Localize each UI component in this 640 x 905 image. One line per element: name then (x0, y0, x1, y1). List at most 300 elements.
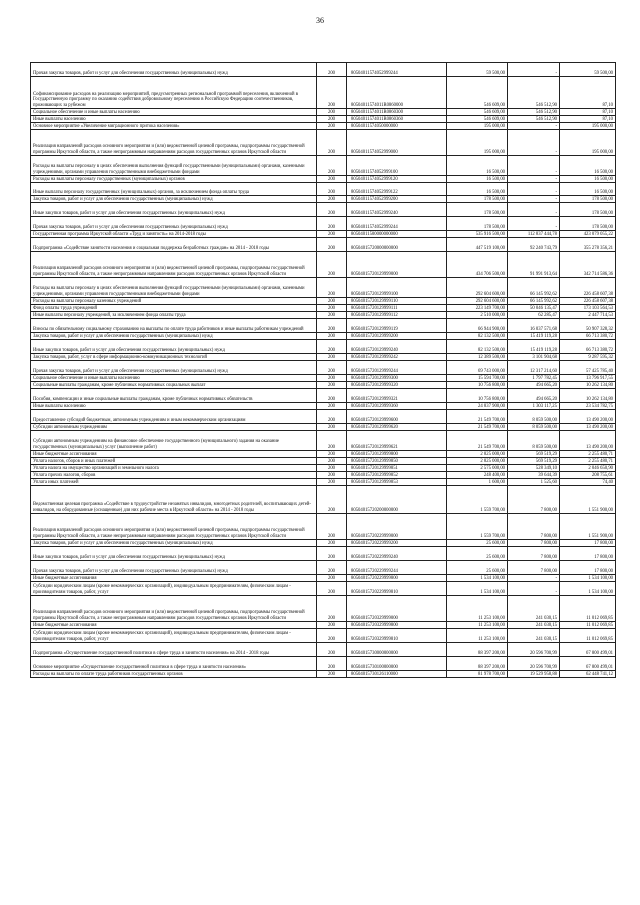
table-row (31, 183, 616, 196)
row-admin-code: 200 (317, 63, 347, 77)
table-row (31, 196, 616, 203)
row-description: Софинансирование расходов на реализацию мероприятий, предусмотренных региональной программой переселения, включенной в Государственную программу по оказанию содействия добровольному переселению в Российскую Федерацию соотечественников, проживающих за рубежом (31, 77, 317, 109)
row-budget-code: 80504015720329999000 (347, 596, 447, 622)
table-row (31, 629, 616, 643)
row-admin-code: 200 (317, 238, 347, 252)
row-admin-code: 200 (317, 123, 347, 130)
row-remaining-amount: 17 800,00 (560, 547, 616, 561)
row-admin-code: 200 (317, 278, 347, 298)
row-budget-code: 80504015720129999853 (347, 479, 447, 486)
row-budget-code: 80504011500000000000 (347, 231, 447, 238)
table-row (31, 458, 616, 465)
row-admin-code: 200 (317, 382, 347, 389)
row-remaining-amount: 342 714 586,36 (560, 252, 616, 278)
row-executed-amount: 7 800,00 (508, 486, 560, 514)
row-planned-amount: 66 944 900,00 (447, 319, 508, 333)
row-planned-amount: 223 149 700,00 (447, 305, 508, 312)
table-row (31, 375, 616, 382)
row-executed-amount: 19 529 958,88 (508, 671, 560, 678)
row-admin-code: 200 (317, 354, 347, 361)
row-description: Основное мероприятие «Увеличение миграционного притока населения» (31, 123, 317, 130)
table-row (31, 252, 616, 278)
row-executed-amount: 241 030,15 (508, 596, 560, 622)
table-row (31, 582, 616, 596)
row-admin-code: 200 (317, 643, 347, 657)
row-admin-code: 200 (317, 403, 347, 410)
row-executed-amount: 1 525,60 (508, 479, 560, 486)
row-executed-amount: 1 797 782,45 (508, 375, 560, 382)
row-planned-amount: 2 510 000,00 (447, 312, 508, 319)
row-remaining-amount: 226 458 607,38 (560, 278, 616, 298)
row-budget-code: 80504015720129999320 (347, 382, 447, 389)
row-admin-code: 200 (317, 77, 347, 109)
row-description: Фонд оплаты труда учреждений (31, 305, 317, 312)
row-description: Подпрограмма «Осуществление государственной политики в сфере труда и занятости населения» на 2014 - 2018 годы (31, 643, 317, 657)
row-planned-amount: 292 604 600,00 (447, 278, 508, 298)
row-budget-code: 80504015720129999000 (347, 252, 447, 278)
row-planned-amount: 16 500,00 (447, 156, 508, 176)
row-remaining-amount: 178 500,00 (560, 217, 616, 231)
row-executed-amount: - (508, 156, 560, 176)
row-description: Иные закупки товаров, работ и услуг для обеспечения государственных (муниципальных) нужд (31, 203, 317, 217)
row-executed-amount: 546 512,90 (508, 109, 560, 116)
row-remaining-amount: 16 500,00 (560, 183, 616, 196)
table-row (31, 540, 616, 547)
row-description: Уплата прочих налогов, сборов (31, 472, 317, 479)
row-description: Иные бюджетные ассигнования (31, 622, 317, 629)
row-executed-amount: - (508, 176, 560, 183)
row-description: Социальные выплаты гражданам, кроме публичных нормативных социальных выплат (31, 382, 317, 389)
table-row (31, 410, 616, 424)
row-budget-code: 80504015720329999810 (347, 629, 447, 643)
row-budget-code: 80504015720229999000 (347, 514, 447, 540)
table-row (31, 561, 616, 575)
row-budget-code: 80504015720229999810 (347, 582, 447, 596)
row-planned-amount: 81 978 700,00 (447, 671, 508, 678)
row-planned-amount: 25 600,00 (447, 547, 508, 561)
table-row (31, 312, 616, 319)
row-budget-code: 80504015720000000000 (347, 238, 447, 252)
row-executed-amount: 16 037 571,68 (508, 319, 560, 333)
row-planned-amount: 546 609,00 (447, 109, 508, 116)
row-planned-amount: 2 825 000,00 (447, 458, 508, 465)
row-remaining-amount: 195 000,00 (560, 123, 616, 130)
row-description: Предоставление субсидий бюджетным, автономным учреждениям и иным некоммерческим организациям (31, 410, 317, 424)
row-executed-amount: - (508, 582, 560, 596)
row-budget-code: 80504011574052999100 (347, 156, 447, 176)
row-budget-code: 80504015720129999621 (347, 431, 447, 451)
row-description: Закупка товаров, работ и услуг для обеспечения государственных (муниципальных) нужд (31, 540, 317, 547)
row-description: Иные бюджетные ассигнования (31, 575, 317, 582)
table-row (31, 354, 616, 361)
row-remaining-amount: 9 287 595,32 (560, 354, 616, 361)
row-admin-code: 200 (317, 472, 347, 479)
row-remaining-amount: 195 000,00 (560, 130, 616, 156)
table-row (31, 472, 616, 479)
row-remaining-amount: 67 800 499,01 (560, 657, 616, 671)
row-budget-code: 80504015720229999200 (347, 540, 447, 547)
row-planned-amount: 21 549 700,00 (447, 410, 508, 424)
row-remaining-amount: 1 534 100,00 (560, 575, 616, 582)
row-admin-code: 200 (317, 340, 347, 354)
row-admin-code: 200 (317, 540, 347, 547)
row-description: Расходы на выплаты персоналу в целях обеспечения выполнения функций государственными (муниципальными) органами, казенными учреждениями, органами управления государственными внебюджетными фондами (31, 156, 317, 176)
row-description: Уплата налогов, сборов и иных платежей (31, 458, 317, 465)
row-planned-amount: 10 756 800,00 (447, 382, 508, 389)
table-row (31, 575, 616, 582)
table-row (31, 643, 616, 657)
row-budget-code: 80504015730100000000 (347, 657, 447, 671)
row-description: Реализация направлений расходов основного мероприятия и (или) ведомственной целевой программы, подпрограммы государственной программы Иркутской области, а также непрограммным направлениям расходов государственных органов Иркутской области (31, 514, 317, 540)
row-budget-code: 80504015720200000000 (347, 486, 447, 514)
row-admin-code: 200 (317, 575, 347, 582)
row-remaining-amount: 16 500,00 (560, 176, 616, 183)
row-description: Субсидии юридическим лицам (кроме некоммерческих организаций), индивидуальным предпринимателям, физическим лицам - производителям товаров, работ, услуг (31, 629, 317, 643)
row-remaining-amount: 17 800,00 (560, 561, 616, 575)
row-admin-code: 200 (317, 252, 347, 278)
row-remaining-amount: 173 103 564,53 (560, 305, 616, 312)
row-admin-code: 200 (317, 156, 347, 176)
row-budget-code: 80504011574052999240 (347, 203, 447, 217)
row-budget-code: 80504015720129999242 (347, 354, 447, 361)
row-executed-amount: 66 145 992,62 (508, 298, 560, 305)
row-admin-code: 200 (317, 375, 347, 382)
table-row (31, 176, 616, 183)
row-planned-amount: 59 500,00 (447, 63, 508, 77)
row-remaining-amount: 2 255 480,71 (560, 458, 616, 465)
table-row (31, 305, 616, 312)
row-budget-code: 80504015720129999300 (347, 375, 447, 382)
row-planned-amount: 88 397 200,00 (447, 657, 508, 671)
row-admin-code: 200 (317, 130, 347, 156)
row-description: Уплата налога на имущество организаций и земельного налога (31, 465, 317, 472)
row-remaining-amount: 2 255 480,71 (560, 451, 616, 458)
row-executed-amount: 39 644,39 (508, 472, 560, 479)
table-row (31, 657, 616, 671)
row-description: Субсидии юридическим лицам (кроме некоммерческих организаций), индивидуальным предпринимателям, физическим лицам - производителям товаров, работ, услуг (31, 582, 317, 596)
row-remaining-amount: 67 800 499,01 (560, 643, 616, 657)
row-executed-amount: 241 030,15 (508, 622, 560, 629)
row-remaining-amount: 10 262 134,80 (560, 382, 616, 389)
row-executed-amount: 7 800,00 (508, 547, 560, 561)
row-admin-code: 200 (317, 547, 347, 561)
row-admin-code: 200 (317, 389, 347, 403)
row-executed-amount: 8 059 500,00 (508, 431, 560, 451)
row-executed-amount: 20 596 700,99 (508, 657, 560, 671)
row-remaining-amount: 2 046 650,90 (560, 465, 616, 472)
row-remaining-amount: 17 800,00 (560, 540, 616, 547)
row-executed-amount: - (508, 130, 560, 156)
row-executed-amount: 546 512,90 (508, 77, 560, 109)
row-budget-code: 80504011574050000000 (347, 123, 447, 130)
row-description: Закупка товаров, работ и услуг для обеспечения государственных (муниципальных) нужд (31, 196, 317, 203)
table-row (31, 622, 616, 629)
row-budget-code: 80504011574052999000 (347, 130, 447, 156)
row-description: Субсидии автономным учреждениям на финансовое обеспечение государственного (муниципального) задания на оказание государственных (муниципальных) услуг (выполнение работ) (31, 431, 317, 451)
table-row (31, 596, 616, 622)
row-executed-amount: 20 596 700,99 (508, 643, 560, 657)
row-planned-amount: 82 132 500,00 (447, 333, 508, 340)
table-row (31, 479, 616, 486)
row-budget-code: 80504015720129999111 (347, 305, 447, 312)
row-remaining-amount: 10 262 134,80 (560, 389, 616, 403)
row-planned-amount: 195 000,00 (447, 130, 508, 156)
table-row (31, 298, 616, 305)
row-planned-amount: 546 609,00 (447, 116, 508, 123)
row-budget-code: 80504015720129999850 (347, 458, 447, 465)
row-admin-code: 200 (317, 109, 347, 116)
row-admin-code: 200 (317, 582, 347, 596)
row-description: Уплата иных платежей (31, 479, 317, 486)
row-planned-amount: 546 609,00 (447, 77, 508, 109)
row-planned-amount: 248 400,00 (447, 472, 508, 479)
table-row (31, 77, 616, 109)
row-description: Прочая закупка товаров, работ и услуг для обеспечения государственных (муниципальных) нужд (31, 63, 317, 77)
row-remaining-amount: 11 012 069,85 (560, 629, 616, 643)
row-description: Расходы на выплаты персоналу государственных (муниципальных) органов (31, 176, 317, 183)
row-budget-code: 80504011574052999244 (347, 63, 447, 77)
row-admin-code: 200 (317, 657, 347, 671)
row-budget-code: 80504015720129999240 (347, 340, 447, 354)
row-admin-code: 200 (317, 203, 347, 217)
row-budget-code: 80504015720129999800 (347, 451, 447, 458)
table-row (31, 514, 616, 540)
row-executed-amount: 546 512,90 (508, 116, 560, 123)
row-planned-amount: 88 397 200,00 (447, 643, 508, 657)
row-admin-code: 200 (317, 671, 347, 678)
row-admin-code: 200 (317, 298, 347, 305)
row-remaining-amount: 208 755,61 (560, 472, 616, 479)
row-remaining-amount: 1 534 100,00 (560, 582, 616, 596)
row-admin-code: 200 (317, 183, 347, 196)
row-planned-amount: 25 600,00 (447, 540, 508, 547)
row-admin-code: 200 (317, 458, 347, 465)
row-executed-amount: 8 059 500,00 (508, 410, 560, 424)
row-budget-code: 80504015720129999620 (347, 424, 447, 431)
row-admin-code: 200 (317, 305, 347, 312)
table-row (31, 116, 616, 123)
row-description: Ведомственная целевая программа «Содействие в трудоустройстве незанятых инвалидов, многодетных родителей, воспитывающих детей-инвалидов, на оборудованные (оснащенные) для них рабочие места в Иркутской области» на 2014 - 2018 годы (31, 486, 317, 514)
row-budget-code: 80504015730000000000 (347, 643, 447, 657)
row-description: Субсидии автономным учреждениям (31, 424, 317, 431)
row-executed-amount: 1 303 117,25 (508, 403, 560, 410)
row-planned-amount: 16 500,00 (447, 176, 508, 183)
table-row (31, 361, 616, 375)
row-remaining-amount: 2 447 714,53 (560, 312, 616, 319)
row-remaining-amount: 13 490 200,00 (560, 424, 616, 431)
row-planned-amount: 82 132 500,00 (447, 340, 508, 354)
row-budget-code: 80504011574052999244 (347, 217, 447, 231)
table-row (31, 431, 616, 451)
row-description: Реализация направлений расходов основного мероприятия и (или) ведомственной целевой программы, подпрограммы государственной программы Иркутской области, а также непрограммным направлениям расходов государственных органов Иркутской области (31, 596, 317, 622)
row-budget-code: 80504015720129999851 (347, 465, 447, 472)
row-planned-amount: 11 253 100,00 (447, 629, 508, 643)
row-executed-amount: - (508, 217, 560, 231)
row-description: Иные выплаты населению (31, 403, 317, 410)
row-budget-code: 80504011574011R0860000 (347, 77, 447, 109)
row-budget-code: 80504015720229999244 (347, 561, 447, 575)
row-remaining-amount: 23 534 782,75 (560, 403, 616, 410)
row-planned-amount: 2 575 000,00 (447, 465, 508, 472)
row-remaining-amount: 11 012 069,85 (560, 622, 616, 629)
table-row (31, 123, 616, 130)
row-admin-code: 200 (317, 231, 347, 238)
row-admin-code: 200 (317, 465, 347, 472)
table-row (31, 130, 616, 156)
row-planned-amount: 1 559 700,00 (447, 514, 508, 540)
row-executed-amount: 112 837 444,78 (508, 231, 560, 238)
row-budget-code: 80504015720229999240 (347, 547, 447, 561)
row-remaining-amount: 66 713 380,72 (560, 333, 616, 340)
row-planned-amount: 1 534 100,00 (447, 575, 508, 582)
row-planned-amount: 11 253 100,00 (447, 596, 508, 622)
row-planned-amount: 178 500,00 (447, 217, 508, 231)
row-executed-amount: 8 059 500,00 (508, 424, 560, 431)
row-planned-amount: 16 500,00 (447, 183, 508, 196)
row-budget-code: 80504015720129999321 (347, 389, 447, 403)
row-budget-code: 80504011574011R0860300 (347, 109, 447, 116)
row-executed-amount: - (508, 123, 560, 130)
row-admin-code: 200 (317, 319, 347, 333)
row-executed-amount: 7 800,00 (508, 540, 560, 547)
row-remaining-amount: 355 278 356,21 (560, 238, 616, 252)
row-executed-amount: 569 519,29 (508, 458, 560, 465)
row-admin-code: 200 (317, 116, 347, 123)
table-row (31, 217, 616, 231)
row-remaining-amount: 226 458 607,38 (560, 298, 616, 305)
row-admin-code: 200 (317, 451, 347, 458)
row-admin-code: 200 (317, 410, 347, 424)
row-executed-amount: 66 145 992,62 (508, 278, 560, 298)
row-planned-amount: 21 549 700,00 (447, 431, 508, 451)
row-executed-amount: 3 101 904,68 (508, 354, 560, 361)
row-planned-amount: 11 253 100,00 (447, 622, 508, 629)
table-row (31, 382, 616, 389)
row-remaining-amount: 74,40 (560, 479, 616, 486)
row-budget-code: 80504015720129999244 (347, 361, 447, 375)
row-budget-code: 80504011574052999200 (347, 196, 447, 203)
row-executed-amount: 494 665,20 (508, 382, 560, 389)
row-remaining-amount: 87,10 (560, 109, 616, 116)
row-description: Реализация направлений расходов основного мероприятия и (или) ведомственной целевой программы, подпрограммы государственной программы Иркутской области, а также непрограммным направлениям расходов государственных органов Иркутской области (31, 252, 317, 278)
row-planned-amount: 2 825 000,00 (447, 451, 508, 458)
row-admin-code: 200 (317, 596, 347, 622)
row-admin-code: 200 (317, 486, 347, 514)
row-description: Взносы по обязательному социальному страхованию на выплаты по оплате труда работников и иные выплаты работникам учреждений (31, 319, 317, 333)
row-description: Прочая закупка товаров, работ и услуг для обеспечения государственных (муниципальных) нужд (31, 217, 317, 231)
row-description: Иные выплаты населению (31, 116, 317, 123)
table-row (31, 389, 616, 403)
row-planned-amount: 10 756 800,00 (447, 389, 508, 403)
row-executed-amount: - (508, 63, 560, 77)
row-remaining-amount: 13 490 200,00 (560, 410, 616, 424)
row-remaining-amount: 59 500,00 (560, 63, 616, 77)
row-admin-code: 200 (317, 622, 347, 629)
row-planned-amount: 15 594 700,00 (447, 375, 508, 382)
row-budget-code: 80504015720129999119 (347, 319, 447, 333)
row-planned-amount: 25 600,00 (447, 561, 508, 575)
row-description: Социальное обеспечение и иные выплаты населению (31, 109, 317, 116)
row-budget-code: 80504011574052999122 (347, 183, 447, 196)
row-description: Закупка товаров, работ и услуг для обеспечения государственных (муниципальных) нужд (31, 333, 317, 340)
table-row (31, 403, 616, 410)
row-admin-code: 200 (317, 361, 347, 375)
row-remaining-amount: 50 907 328,32 (560, 319, 616, 333)
row-admin-code: 200 (317, 312, 347, 319)
row-description: Подпрограмма «Содействие занятости населения и социальная поддержка безработных граждан» на 2014 - 2018 годы (31, 238, 317, 252)
row-planned-amount: 21 549 700,00 (447, 424, 508, 431)
row-remaining-amount: 423 079 055,22 (560, 231, 616, 238)
row-description: Иные выплаты персоналу государственных (муниципальных) органов, за исключением фонда оплаты труда (31, 183, 317, 196)
row-executed-amount: 62 285,47 (508, 312, 560, 319)
row-budget-code: 80504015720229999800 (347, 575, 447, 582)
table-row (31, 109, 616, 116)
table-row (31, 231, 616, 238)
row-remaining-amount: 13 490 200,00 (560, 431, 616, 451)
row-description: Иные бюджетные ассигнования (31, 451, 317, 458)
row-remaining-amount: 16 500,00 (560, 156, 616, 176)
table-row (31, 238, 616, 252)
table-row (31, 486, 616, 514)
row-planned-amount: 535 916 500,00 (447, 231, 508, 238)
row-remaining-amount: 178 500,00 (560, 196, 616, 203)
row-executed-amount: 7 800,00 (508, 514, 560, 540)
row-admin-code: 200 (317, 176, 347, 183)
row-budget-code: 80504015730126110000 (347, 671, 447, 678)
row-admin-code: 200 (317, 333, 347, 340)
row-planned-amount: 434 706 500,00 (447, 252, 508, 278)
row-remaining-amount: 87,10 (560, 77, 616, 109)
row-remaining-amount: 62 448 741,12 (560, 671, 616, 678)
row-remaining-amount: 11 012 069,85 (560, 596, 616, 622)
row-description: Расходы на выплаты персоналу казенных учреждений (31, 298, 317, 305)
row-admin-code: 200 (317, 196, 347, 203)
row-remaining-amount: 13 796 917,55 (560, 375, 616, 382)
table-row (31, 63, 616, 77)
row-description: Расходы на выплаты по оплате труда работников государственных органов (31, 671, 317, 678)
table-row (31, 547, 616, 561)
row-budget-code: 80504011574052999120 (347, 176, 447, 183)
row-budget-code: 80504015720129999360 (347, 403, 447, 410)
row-budget-code: 80504011574011R0860360 (347, 116, 447, 123)
row-executed-amount: 241 030,15 (508, 629, 560, 643)
row-description: Прочая закупка товаров, работ и услуг для обеспечения государственных (муниципальных) нужд (31, 561, 317, 575)
row-remaining-amount: 178 500,00 (560, 203, 616, 217)
row-description: Основное мероприятие «Осуществление государственной политики в сфере труда и занятости населения» (31, 657, 317, 671)
row-description: Реализация направлений расходов основного мероприятия и (или) ведомственной целевой программы, подпрограммы государственной программы Иркутской области, а также непрограммным направлениям расходов государственных органов Иркутской области (31, 130, 317, 156)
row-description: Закупка товаров, работ, услуг в сфере информационно-коммуникационных технологий (31, 354, 317, 361)
table-row (31, 451, 616, 458)
row-admin-code: 200 (317, 514, 347, 540)
table-row (31, 465, 616, 472)
table-row (31, 671, 616, 678)
row-executed-amount: 15 419 119,28 (508, 333, 560, 340)
row-budget-code: 80504015720129999852 (347, 472, 447, 479)
row-remaining-amount: 66 713 380,72 (560, 340, 616, 354)
row-planned-amount: 292 604 600,00 (447, 298, 508, 305)
row-planned-amount: 12 389 500,00 (447, 354, 508, 361)
row-description: Иные выплаты персоналу учреждений, за исключением фонда оплаты труда (31, 312, 317, 319)
row-planned-amount: 69 743 000,00 (447, 361, 508, 375)
row-executed-amount: - (508, 183, 560, 196)
row-executed-amount: 92 240 743,79 (508, 238, 560, 252)
row-planned-amount: 178 500,00 (447, 196, 508, 203)
row-planned-amount: 178 500,00 (447, 203, 508, 217)
table-row (31, 203, 616, 217)
row-planned-amount: 1 600,00 (447, 479, 508, 486)
row-admin-code: 200 (317, 217, 347, 231)
row-executed-amount: - (508, 196, 560, 203)
